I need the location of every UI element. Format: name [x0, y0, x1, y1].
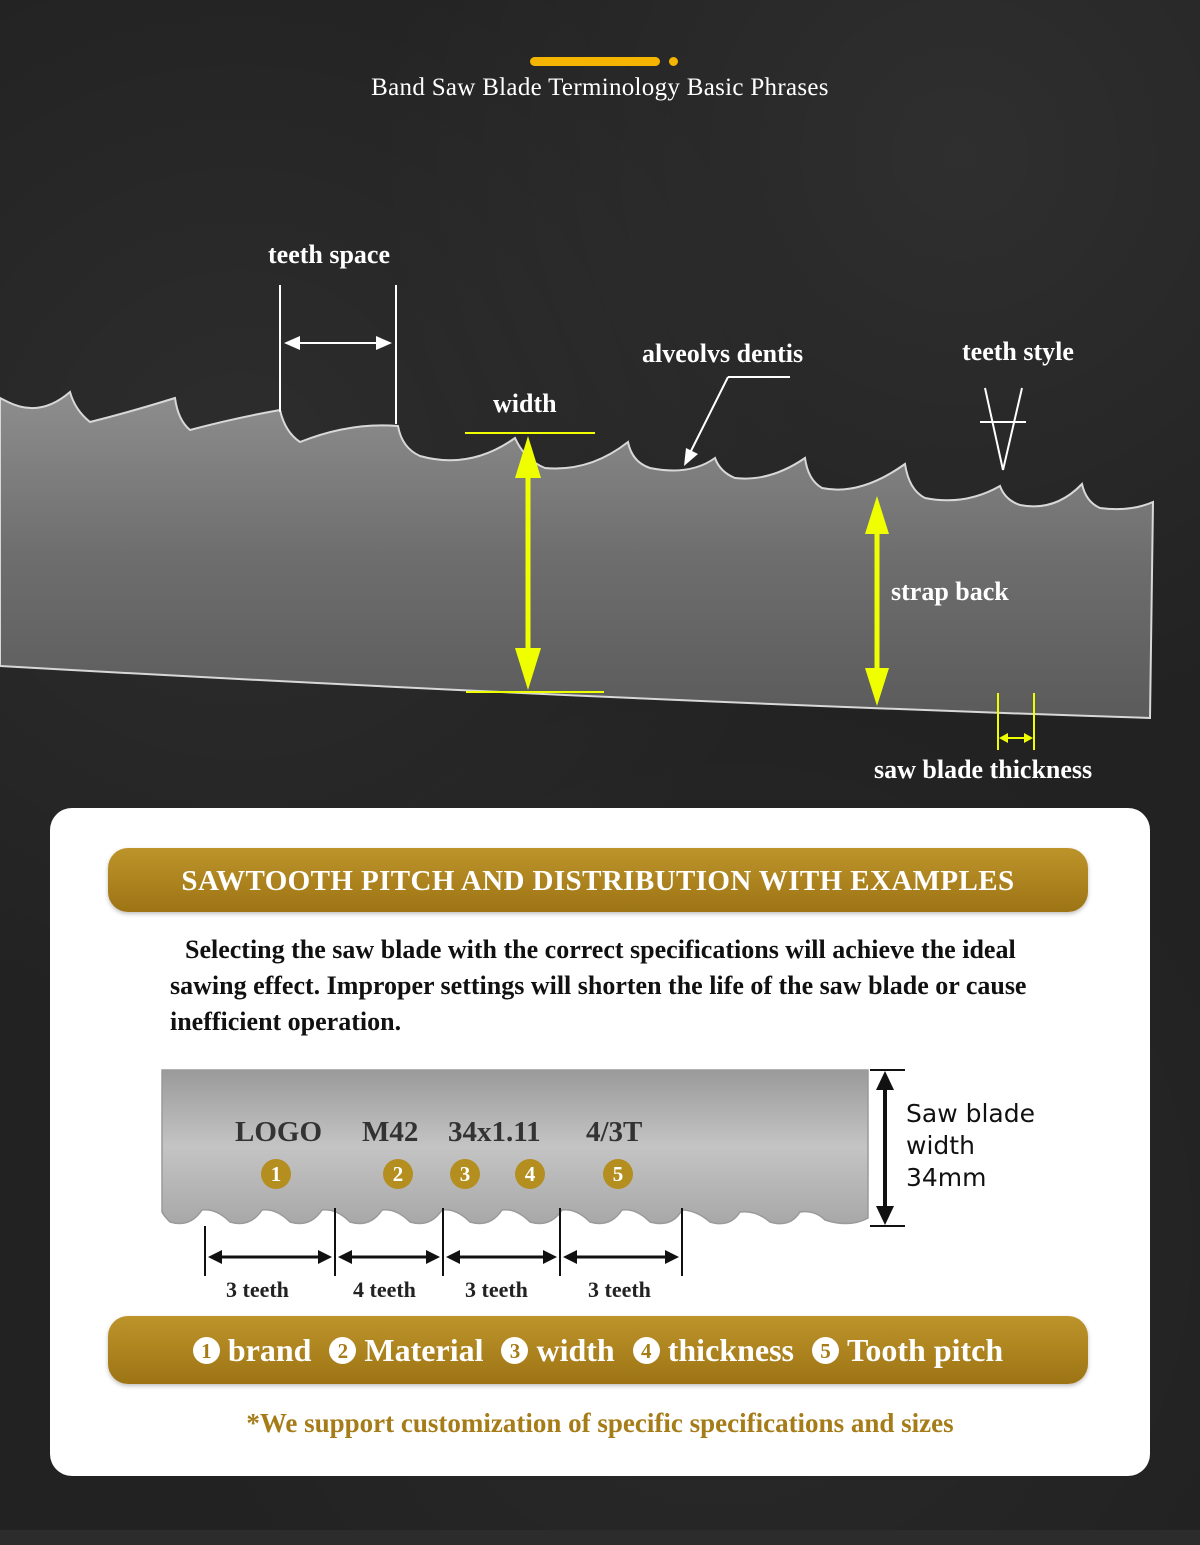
alveolus-pointer — [688, 377, 728, 457]
bottom-strip — [0, 1530, 1200, 1545]
legend-label: thickness — [667, 1331, 794, 1368]
marking-pitch: 4/3T — [586, 1116, 643, 1148]
intro-paragraph: Selecting the saw blade with the correct specifications will achieve the ideal sawing effect. Improper settings will shorten the life of the saw blade or cause inefficient operation. — [170, 935, 1027, 1036]
legend-item-brand — [193, 1332, 312, 1369]
label-teeth-style: teeth style — [962, 337, 1074, 366]
blade-width-note: Saw blade width 34mm — [906, 1099, 1035, 1192]
teeth-group-arrow — [446, 1250, 557, 1264]
legend-number: 1 — [193, 1337, 220, 1364]
legend-number: 5 — [812, 1337, 839, 1364]
marking-material: M42 — [362, 1116, 419, 1148]
teeth-group-label: 4 teeth — [353, 1277, 416, 1302]
badge-3: 3 — [450, 1159, 480, 1189]
teeth-group-arrow — [563, 1250, 679, 1264]
marking-size: 34x1.11 — [448, 1116, 541, 1148]
label-strap-back: strap back — [891, 577, 1009, 606]
legend-number: 2 — [329, 1337, 356, 1364]
customization-footnote: *We support customization of specific specifications and sizes — [246, 1408, 954, 1438]
teeth-group-arrow — [208, 1250, 332, 1264]
section-banner: SAWTOOTH PITCH AND DISTRIBUTION WITH EXAMPLES — [108, 848, 1088, 912]
legend-item-tooth-pitch — [812, 1332, 1003, 1369]
badge-1: 1 — [261, 1159, 291, 1189]
spec-legend — [108, 1316, 1088, 1384]
legend-item-thickness — [633, 1332, 794, 1369]
example-blade-diagram — [50, 808, 1150, 1308]
label-teeth-space: teeth space — [268, 240, 391, 269]
legend-number: 4 — [633, 1337, 660, 1364]
teeth-group-label: 3 teeth — [226, 1277, 289, 1302]
legend-label: Material — [364, 1331, 484, 1368]
badge-4: 4 — [515, 1159, 545, 1189]
legend-label: brand — [227, 1331, 312, 1368]
label-thickness: saw blade thickness — [874, 755, 1093, 784]
legend-item-material — [329, 1332, 483, 1369]
saw-blade-image — [0, 392, 1153, 718]
legend-number: 3 — [501, 1337, 528, 1364]
teeth-group-label: 3 teeth — [588, 1277, 651, 1302]
badge-2: 2 — [383, 1159, 413, 1189]
label-alveolus: alveolvs dentis — [642, 339, 804, 368]
marking-logo: LOGO — [235, 1116, 323, 1148]
legend-item-width — [501, 1332, 614, 1369]
teeth-style-line-b — [1003, 388, 1022, 470]
teeth-group-arrow — [338, 1250, 440, 1264]
teeth-style-line-a — [985, 388, 1003, 470]
teeth-group-label: 3 teeth — [465, 1277, 528, 1302]
label-width: width — [493, 389, 557, 418]
legend-label: Tooth pitch — [846, 1331, 1004, 1368]
badge-5: 5 — [603, 1159, 633, 1189]
page-title: Band Saw Blade Terminology Basic Phrases — [371, 74, 829, 101]
legend-label: width — [536, 1331, 615, 1368]
pitch-card — [50, 808, 1150, 1476]
